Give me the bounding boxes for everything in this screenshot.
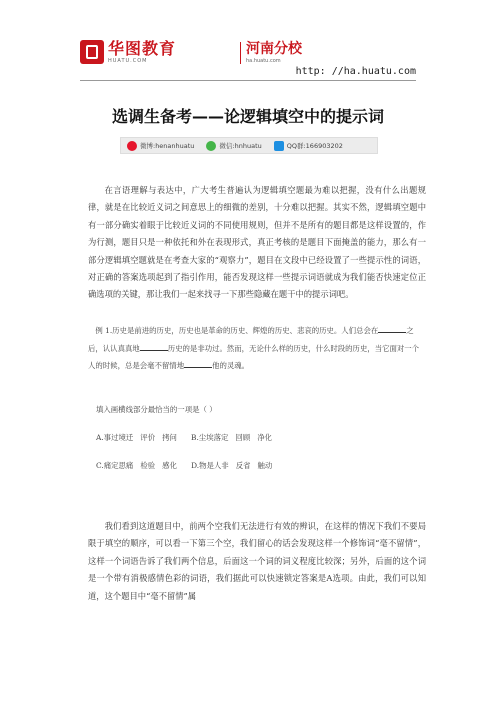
weibo-icon — [127, 141, 137, 151]
huatu-logo-icon — [80, 40, 104, 64]
example-text-3: 历史的是非功过。然而，无论什么样的历史，什么时段的历史，当它面对一个人的时候，总是会毫不留情地 — [88, 343, 420, 370]
qq-label: QQ群:166903202 — [286, 142, 343, 150]
question-prompt: 填入画横线部分最恰当的一项是（ ） — [96, 405, 217, 414]
huatu-logo-subtext: HUATU.COM — [108, 58, 148, 64]
option-a: A.事过境迁 评价 拷问 — [96, 433, 177, 442]
header-url: http: //ha.huatu.com — [295, 66, 416, 77]
qq-icon — [274, 141, 284, 151]
social-qq — [274, 141, 343, 151]
wechat-label: 微信:hnhuatu — [219, 142, 262, 150]
social-bar — [120, 137, 378, 154]
options-row-1 — [96, 432, 272, 443]
social-wechat — [206, 141, 261, 151]
blank-1 — [378, 324, 406, 333]
option-c: C.痛定思痛 检验 感化 — [96, 461, 177, 470]
wechat-icon — [206, 141, 216, 151]
blank-2 — [140, 342, 168, 351]
example-text-1: 例 1.历史是前进的历史，历史也是革命的历史、辉煌的历史、悲哀的历史。人们总会在 — [95, 326, 379, 335]
example-text-4: 他的灵魂。 — [212, 361, 250, 370]
blank-3 — [184, 359, 212, 368]
analysis-paragraph: 我们看到这道题目中，前两个空我们无法进行有效的辨识，在这样的情况下我们不要局限于填空的顺序，可以看一下第三个空，我们留心的话会发现这样一个修饰词“毫不留情”，这样一个词语告诉了我们两个信息，后面这一个词的词义程度比较深；另外，后面的这个词是一个带有消极感情色彩的词语，我们据此可以快速锁定答案是A选项。由此，我们可以知道，这个题目中“毫不留情”属 — [88, 521, 426, 601]
weibo-label: 微博:henanhuatu — [140, 142, 195, 150]
huatu-logo-text: 华图教育 — [108, 39, 177, 58]
header-rule — [80, 80, 416, 81]
branch-logo-text: 河南分校 — [246, 41, 302, 57]
branch-logo-subtext: ha.huatu.com — [246, 58, 281, 64]
social-weibo — [127, 141, 194, 151]
page-title: 选调生备考——论逻辑填空中的提示词 — [111, 107, 384, 126]
option-d: D.物是人非 反省 触动 — [191, 461, 273, 470]
option-b: B.尘埃落定 回顾 净化 — [191, 433, 273, 442]
intro-paragraph: 在言语理解与表达中，广大考生普遍认为逻辑填空题最为难以把握，没有什么出题规律，就是在比较近义词之间意思上的细微的差别，十分难以把握。其实不然，逻辑填空题中有一部分确实着眼于比较近义词的不同使用规则，但并不是所有的题目都是这样设置的，作为行测，题目只是一种依托和外在表现形式，真正考核的是题目下面掩盖的能力，那么有一部分逻辑填空题就是在考查大家的“观察力”，题目在文段中已经设置了一些提示性的词语，对正确的答案选项起到了指引作用，能否发现这样一些提示词语就成为我们能否快速定位正确选项的关键，那让我们一起来找寻一下那些隐藏在题干中的提示词吧。 — [88, 185, 426, 300]
example-question — [88, 322, 426, 375]
logo-divider — [240, 42, 241, 64]
example-text-2: 之后，认认真真地 — [88, 326, 414, 353]
options-row-2 — [96, 460, 272, 471]
